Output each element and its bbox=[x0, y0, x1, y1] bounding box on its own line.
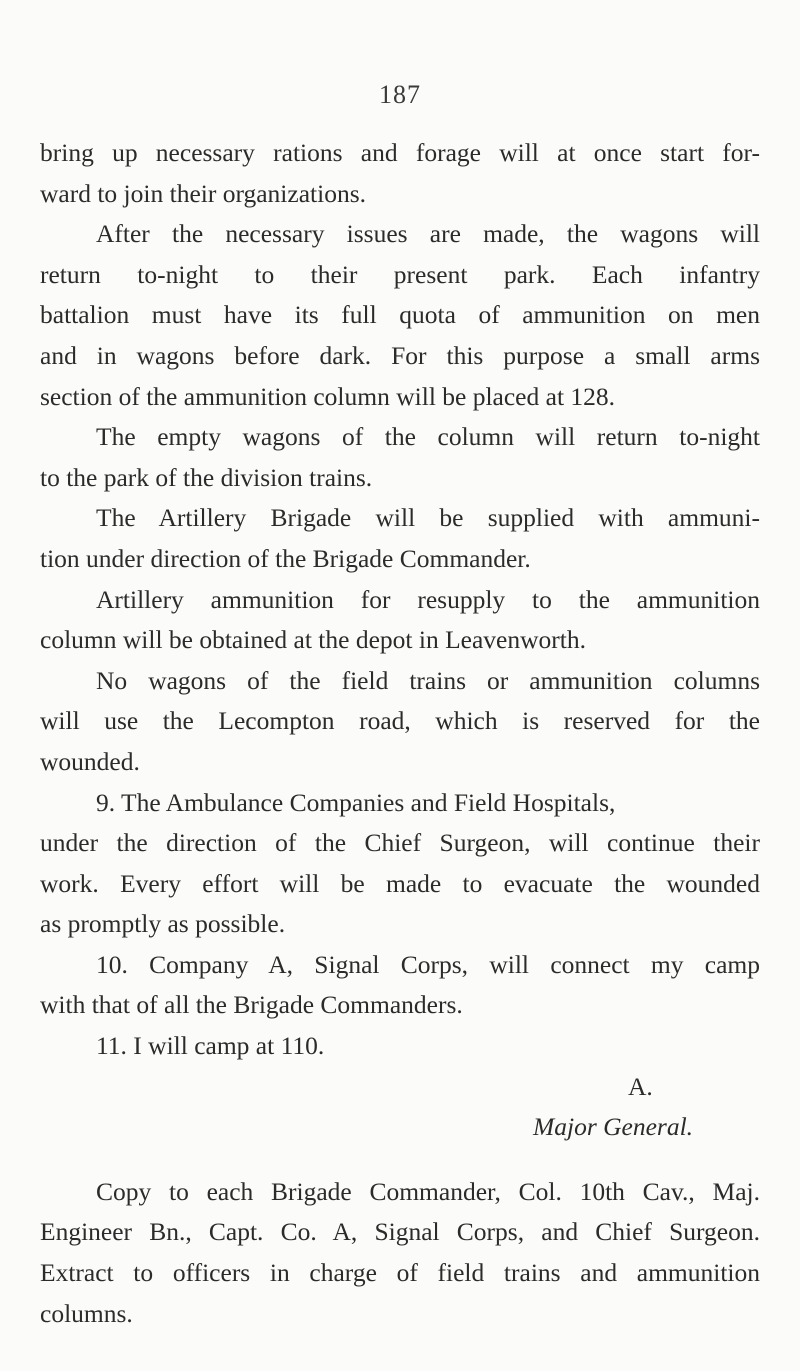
text-line: The empty wagons of the column will return to-night bbox=[96, 422, 760, 452]
text-line: with that of all the Brigade Commanders. bbox=[40, 990, 463, 1020]
text-line: to the park of the division trains. bbox=[40, 462, 373, 492]
page-number: 187 bbox=[379, 80, 421, 109]
text-line: 10. Company A, Signal Corps, will connect my camp bbox=[96, 949, 760, 979]
text-line: 11. I will camp at 110. bbox=[96, 1031, 325, 1061]
signature-title: Major General. bbox=[533, 1112, 694, 1142]
signature-initial: A. bbox=[628, 1071, 653, 1101]
distribution-line: columns. bbox=[40, 1298, 133, 1328]
text-line: tion under direction of the Brigade Commander. bbox=[40, 543, 531, 573]
text-line: section of the ammunition column will be placed at 128. bbox=[40, 381, 616, 411]
text-line: After the necessary issues are made, the wagons will bbox=[96, 219, 760, 249]
distribution-line: Engineer Bn., Capt. Co. A, Signal Corps, and Chief Surgeon. bbox=[40, 1217, 760, 1247]
text-line: 9. The Ambulance Companies and Field Hospitals, bbox=[96, 787, 616, 817]
text-line: battalion must have its full quota of ammunition on men bbox=[40, 300, 760, 330]
text-line: as promptly as possible. bbox=[40, 909, 286, 939]
text-line: work. Every effort will be made to evacuate the wounded bbox=[40, 868, 760, 898]
document-body bbox=[40, 133, 760, 1334]
text-line: return to-night to their present park. Each infantry bbox=[40, 259, 760, 289]
text-line: The Artillery Brigade will be supplied with ammuni- bbox=[96, 503, 760, 533]
text-line: will use the Lecompton road, which is reserved for the bbox=[40, 706, 760, 736]
distribution-line: Copy to each Brigade Commander, Col. 10th Cav., Maj. bbox=[96, 1176, 760, 1206]
distribution-line: Extract to officers in charge of field trains and ammunition bbox=[40, 1258, 760, 1288]
text-line: and in wagons before dark. For this purpose a small arms bbox=[40, 340, 760, 370]
text-line: under the direction of the Chief Surgeon, will continue their bbox=[40, 828, 760, 858]
text-line: No wagons of the field trains or ammunition columns bbox=[96, 665, 760, 695]
text-line: wounded. bbox=[40, 746, 140, 776]
text-line: bring up necessary rations and forage will at once start for- bbox=[40, 138, 760, 167]
text-line: Artillery ammunition for resupply to the ammunition bbox=[96, 584, 760, 614]
text-line: column will be obtained at the depot in Leavenworth. bbox=[40, 625, 586, 655]
text-line: ward to join their organizations. bbox=[40, 178, 366, 208]
spacer bbox=[40, 1148, 760, 1172]
